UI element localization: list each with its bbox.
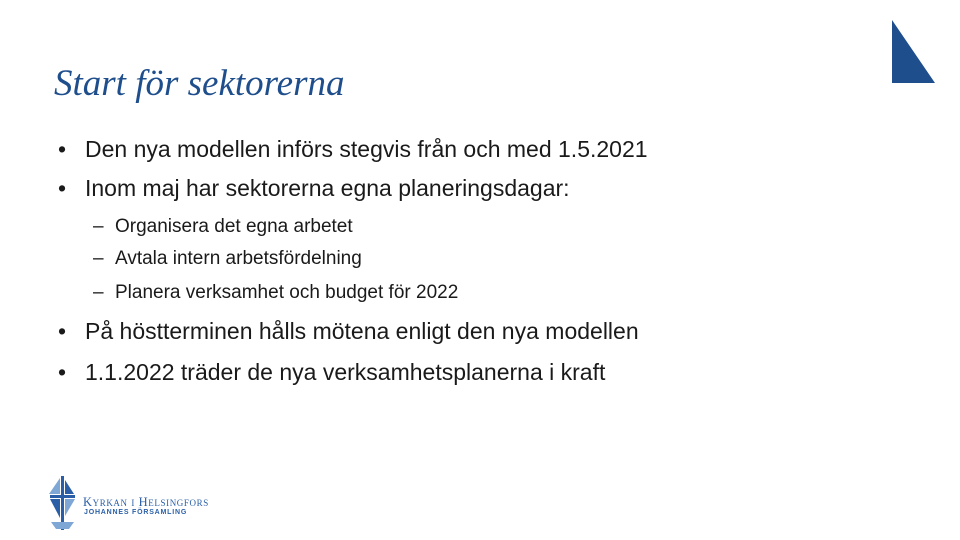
- sub-bullet-marker: –: [93, 248, 104, 269]
- bullet-text: Den nya modellen införs stegvis från och med 1.5.2021: [85, 136, 648, 162]
- sub-bullet-text: Organisera det egna arbetet: [115, 216, 353, 237]
- blue-triangle-icon: [892, 20, 935, 83]
- bullet-text: På höstterminen hålls mötena enligt den nya modellen: [85, 318, 639, 344]
- sub-bullet-text: Planera verksamhet och budget för 2022: [115, 282, 459, 303]
- sub-bullet-marker: –: [93, 282, 104, 303]
- sub-bullet-text: Avtala intern arbetsfördelning: [115, 248, 362, 269]
- logo-name: Kyrkan i Helsingfors: [83, 495, 209, 509]
- slide-title: Start för sektorerna: [54, 63, 345, 104]
- bullet-text: 1.1.2022 träder de nya verksamhetsplanerna i kraft: [85, 359, 606, 385]
- bullet-text: Inom maj har sektorerna egna planeringsdagar:: [85, 175, 570, 201]
- bullet-marker: •: [58, 136, 67, 162]
- bullet-marker: •: [58, 359, 67, 385]
- bullet-marker: •: [58, 175, 67, 201]
- bullet-marker: •: [58, 318, 67, 344]
- logo-parish: JOHANNES FÖRSAMLING: [84, 509, 188, 516]
- sub-bullet-marker: –: [93, 216, 104, 237]
